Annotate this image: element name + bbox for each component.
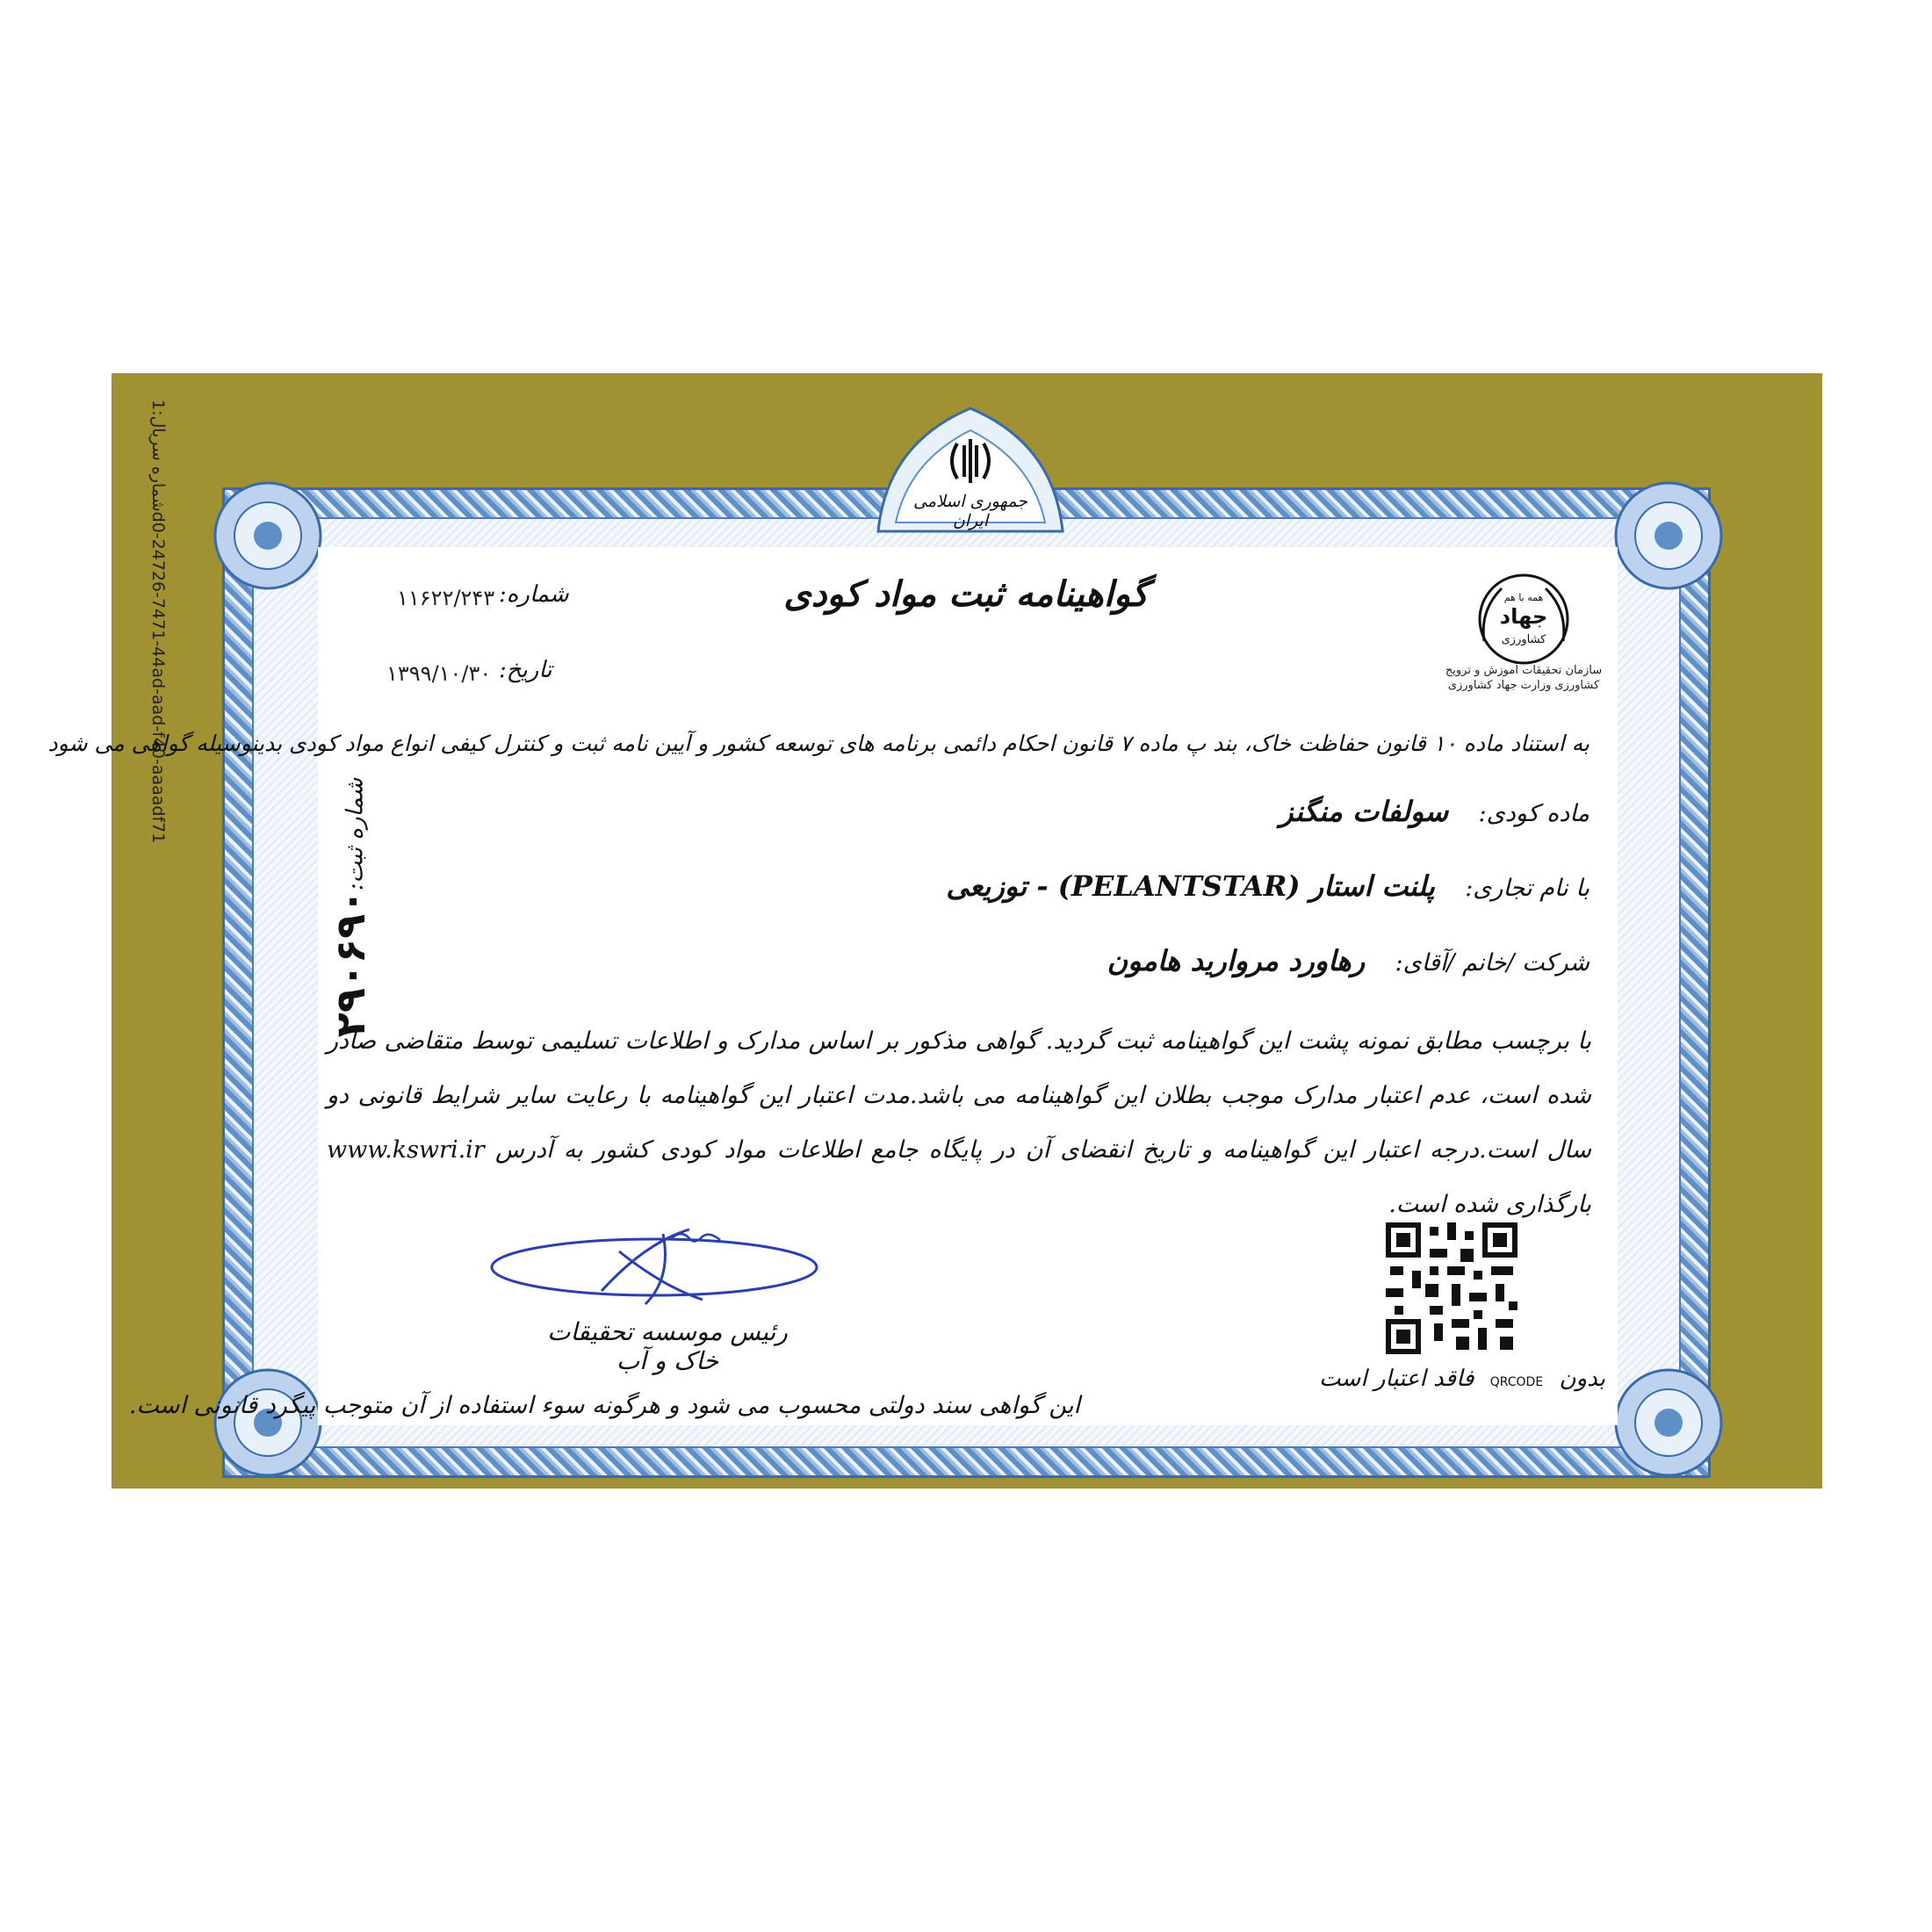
company-row [1107, 944, 1590, 977]
material-row [1280, 795, 1590, 828]
brand-label: با نام تجاری: [1465, 875, 1590, 902]
certificate-paragraph: با برچسب مطابق نمونه پشت این گواهینامه ثبت گردید. گواهی مذکور بر اساس مدارک و اطلاعات تسلیمی توسط متقاضی صادر شده است، عدم اعتبار مدارک موجب بطلان این گواهینامه می باشد.مدت اعتبار این گواهینامه با رعایت سایر شرایط قانونی دو سال است.درجه اعتبار این گواهینامه و تاریخ انقضای آن در پایگاه جامع اطلاعات مواد کودی کشور به آدرس www.kswri.ir بارگذاری شده است. [327, 1027, 1591, 1218]
registration-label: شماره ثبت: [342, 777, 369, 891]
serial-text: شماره سریال:1d0-24726-7471-44ad-aad-f40-aaaadf71 [148, 400, 168, 844]
qr-caption-prefix: بدون [1559, 1366, 1605, 1392]
date-value: ۱۳۹۹/۱۰/۳۰ [386, 661, 492, 686]
certificate-title: گواهینامه ثبت مواد کودی [783, 573, 1149, 615]
director-signature [487, 1225, 821, 1313]
brand-value: پلنت استار (PELANTSTAR) - توزیعی [946, 869, 1435, 903]
qr-caption-suffix: فاقد اعتبار است [1319, 1366, 1474, 1392]
serial-number [123, 400, 193, 891]
organization-line-2: کشاورزی وزارت جهاد کشاورزی [1447, 679, 1600, 692]
company-value: رهاورد مروارید هامون [1107, 944, 1366, 977]
organization-line-1: سازمان تحقیقات آموزش و ترویج [1445, 664, 1603, 677]
logo-bottom-text: کشاورزی [1501, 633, 1546, 646]
material-value: سولفات منگنز [1280, 795, 1449, 828]
company-label: شرکت /خانم /آقای: [1395, 949, 1590, 977]
organization-name [1440, 663, 1607, 693]
logo-main-text: جهاد [1499, 604, 1548, 629]
date-label: تاریخ: [499, 657, 552, 683]
qr-code[interactable] [1386, 1222, 1517, 1354]
emblem-caption: جمهوری اسلامی ایران [913, 492, 1027, 530]
intro-line: به استناد ماده ۱۰ قانون حفاظت خاک، بند پ ماده ۷ قانون احکام دائمی برنامه های توسعه کشور و آیین نامه ثبت و کنترل کیفی انواع مواد کودی بدینوسیله گواهی می شود [47, 731, 1590, 756]
qr-caption [1319, 1366, 1605, 1392]
brand-row [946, 869, 1590, 903]
legal-notice: این گواهی سند دولتی محسوب می شود و هرگونه سوء استفاده از آن متوجب پیگرد قانونی است. [128, 1392, 1080, 1419]
number-value: ۱۱۶۲۲/۲۴۳ [397, 586, 495, 610]
logo-top-text: همه با هم [1503, 592, 1544, 603]
qr-caption-code: QRCODE [1489, 1375, 1544, 1389]
number-label: شماره: [499, 581, 569, 608]
signature-caption: رئیس موسسه تحقیقات خاک و آب [547, 1317, 788, 1375]
material-label: ماده کودی: [1478, 800, 1590, 827]
registration-number: ۲۹۰۶۹۰ [327, 889, 375, 1038]
